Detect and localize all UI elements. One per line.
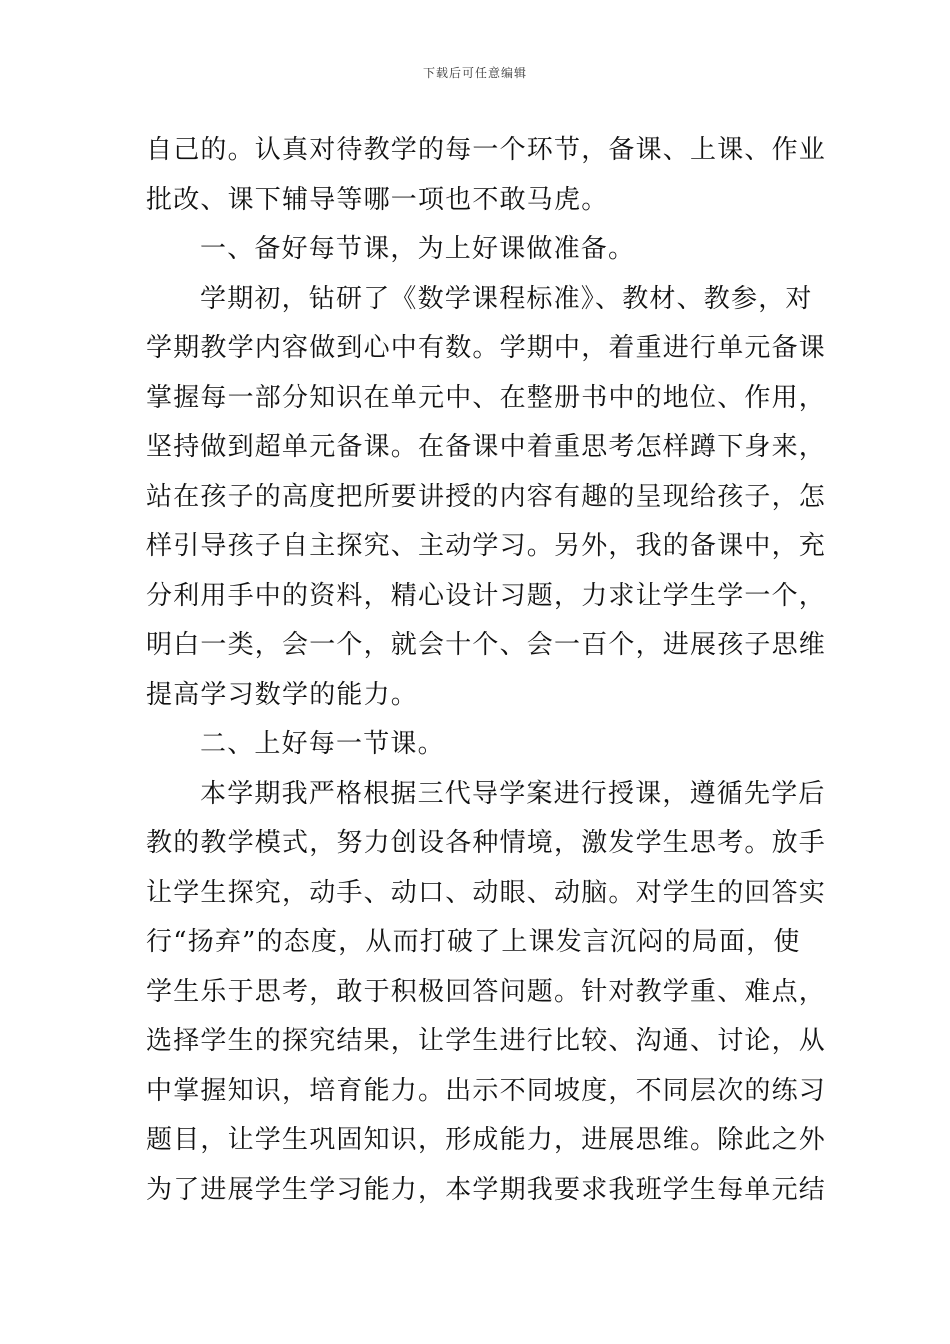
text-line: 掌握每一部分知识在单元中、在整册书中的地位、作用， xyxy=(146,382,827,413)
section-heading: 二、上好每一节课。 xyxy=(200,729,445,759)
text-line: 学期初，钻研了《数学课程标准》、教材、教参，对 xyxy=(200,283,813,314)
text-line: 站在孩子的高度把所要讲授的内容有趣的呈现给孩子，怎 xyxy=(146,481,827,512)
text-line: 提高学习数学的能力。 xyxy=(146,679,419,710)
text-line: 学生乐于思考，敢于积极回答问题。针对教学重、难点， xyxy=(146,976,827,1007)
section-heading: 一、备好每节课，为上好课做准备。 xyxy=(200,234,636,264)
text-line: 教的教学模式，努力创设各种情境，激发学生思考。放手 xyxy=(146,828,827,858)
text-line: 批改、课下辅导等哪一项也不敢马虎。 xyxy=(146,184,609,215)
text-line: 让学生探究，动手、动口、动眼、动脑。对学生的回答实 xyxy=(146,877,827,908)
text-line: 明白一类，会一个，就会十个、会一百个，进展孩子思维 xyxy=(146,630,827,660)
text-line: 自己的。认真对待教学的每一个环节，备课、上课、作业 xyxy=(146,135,827,165)
text-line: 题目，让学生巩固知识，形成能力，进展思维。除此之外 xyxy=(146,1125,827,1155)
text-line: 中掌握知识，培育能力。出示不同坡度，不同层次的练习 xyxy=(146,1075,827,1106)
text-line: 本学期我严格根据三代导学案进行授课，遵循先学后 xyxy=(200,778,826,809)
document-body xyxy=(146,126,827,1215)
page-header: 下载后可任意编辑 xyxy=(422,66,527,80)
text-line: 选择学生的探究结果，让学生进行比较、沟通、讨论，从 xyxy=(146,1026,827,1056)
text-line: 坚持做到超单元备课。在备课中着重思考怎样蹲下身来， xyxy=(146,432,827,462)
text-line: 学期教学内容做到心中有数。学期中，着重进行单元备课 xyxy=(146,333,827,363)
text-line: 为了进展学生学习能力，本学期我要求我班学生每单元结 xyxy=(146,1174,827,1205)
text-line: 行“扬弃”的态度，从而打破了上课发言沉闷的局面，使 xyxy=(146,927,801,957)
text-line: 样引导孩子自主探究、主动学习。另外，我的备课中，充 xyxy=(146,531,827,561)
text-line: 分利用手中的资料，精心设计习题，力求让学生学一个， xyxy=(146,580,827,611)
